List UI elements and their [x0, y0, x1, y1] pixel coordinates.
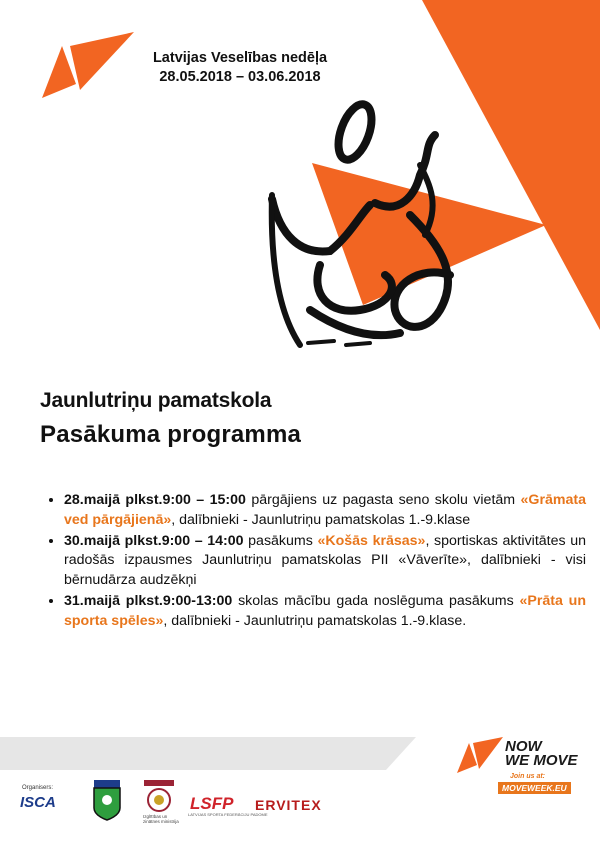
event-text: skolas mācību gada noslēguma pasākums [232, 592, 520, 609]
event-text: pasākums [243, 532, 318, 549]
program-title: Pasākuma programma [40, 421, 302, 448]
list-item [64, 532, 586, 591]
event-text: pārgājiens uz pagasta seno skolu vietām [245, 492, 521, 508]
event-text: , sportiskas aktivitātes un radošās izpausmes Jaunlutriņu pamatskolas PII «Vāverīte», dalībnieki - visi bērnudārza audzēkņi [64, 532, 586, 589]
event-highlight: «Grāmata ved pārgājienā» [64, 492, 586, 528]
event-highlight: «Košās krāsas» [317, 532, 426, 549]
event-highlight: «Prāta un sporta spēles» [64, 592, 587, 629]
event-date: 30.maijā plkst.9:00 – 14:00 [64, 532, 244, 549]
latvia-coat-of-arms-icon [142, 780, 176, 814]
lsfp-logo: LSFP [190, 794, 234, 813]
event-date: 28.maijā plkst.9:00 – 15:00 [64, 492, 246, 508]
ervitex-logo: ERVITEX [255, 797, 322, 813]
we-move-text: WE MOVE [505, 752, 578, 769]
lsfp-subtitle: LATVIJAS SPORTA FEDERĀCIJU PADOME [188, 812, 268, 817]
school-name: Jaunlutriņu pamatskola [40, 389, 272, 412]
list-item [64, 592, 586, 632]
event-title [110, 49, 370, 87]
list-item [64, 491, 586, 531]
now-text: NOW [505, 738, 542, 755]
events-list [46, 491, 586, 633]
event-text: , dalībnieki - Jaunlutriņu pamatskolas 1.-9.klase. [163, 612, 467, 629]
isca-logo: ISCA [20, 794, 56, 811]
running-figure-illustration [250, 95, 560, 370]
event-dates: 28.05.2018 – 03.06.2018 [159, 69, 321, 85]
event-text: , dalībnieki - Jaunlutriņu pamatskolas 1.-9.klase [171, 511, 471, 528]
event-title-name: Latvijas Veselības nedēļa [152, 50, 328, 66]
event-date: 31.maijā plkst.9:00-13:00 [64, 592, 233, 609]
now-we-move-text [505, 740, 578, 768]
ministry-text: Izglītības un zinātnes ministrija [143, 814, 179, 824]
join-us-text: Join us at: [510, 773, 546, 780]
moveweek-url: MOVEWEEK.EU [498, 782, 571, 794]
organisers-label: Organisers: [22, 785, 54, 791]
now-we-move-logo-icon [455, 735, 505, 775]
lsdsa-shield-logo-icon [92, 778, 122, 822]
